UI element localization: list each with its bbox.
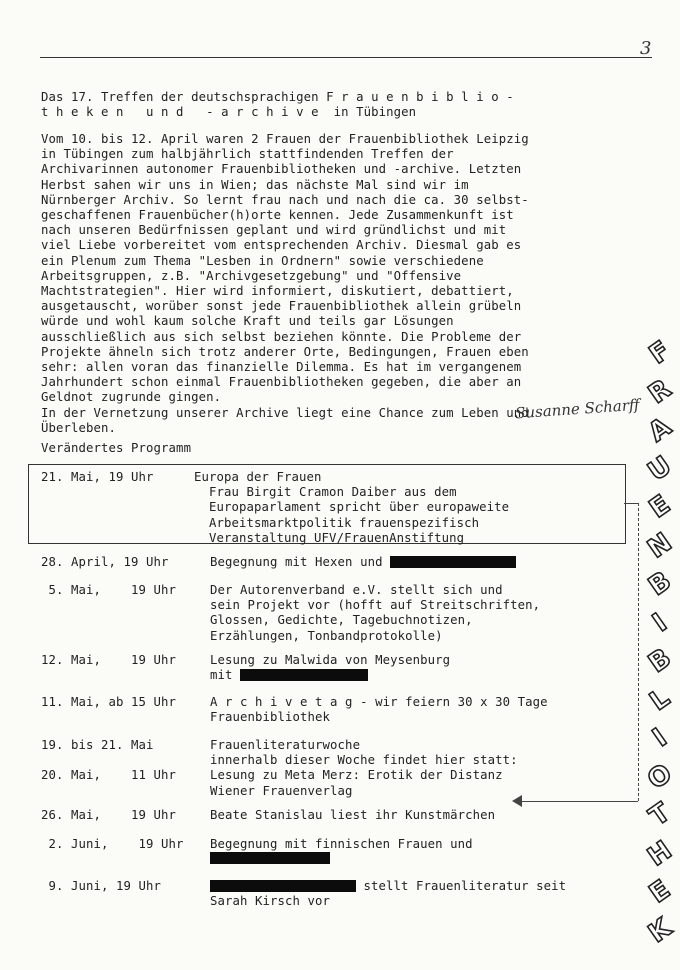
- vertical-letter: O: [642, 757, 678, 796]
- event-description: [210, 879, 566, 909]
- page-number: 3: [640, 38, 652, 59]
- vertical-letter: H: [642, 834, 678, 873]
- header-rule: [40, 57, 652, 58]
- event-text: Begegnung mit Hexen und: [210, 555, 391, 569]
- vertical-frauenbibliothek-lettering: [640, 335, 680, 958]
- vertical-letter: E: [644, 874, 676, 910]
- event-date: 11. Mai, ab 15 Uhr: [41, 695, 177, 709]
- arrow-connector-top: [624, 503, 638, 504]
- event-description: A r c h i v e t a g - wir feiern 30 x 30 Tage Frauenbibliothek: [210, 695, 548, 725]
- vertical-letter: U: [642, 450, 678, 487]
- event-date: 26. Mai, 19 Uhr: [41, 808, 177, 822]
- vertical-letter: K: [643, 912, 677, 949]
- vertical-letter: E: [644, 489, 676, 525]
- event-description: Begegnung mit finnischen Frauen und: [210, 837, 473, 851]
- event-description: Frauenliteraturwoche innerhalb dieser Woche findet hier statt: Lesung zu Meta Merz: Erotik der Distanz Wiener Frauenverlag: [210, 738, 518, 798]
- vertical-letter: N: [642, 526, 678, 565]
- event-description: [210, 653, 450, 683]
- redaction-bar: [210, 852, 330, 864]
- event-date: 21. Mai, 19 Uhr: [41, 470, 154, 484]
- arrow-head-icon: [512, 795, 522, 807]
- vertical-letter: F: [644, 335, 676, 371]
- event-description: [210, 555, 516, 570]
- event-date: 28. April, 19 Uhr: [41, 555, 169, 569]
- event-date: 9. Juni, 19 Uhr: [41, 879, 162, 893]
- redaction-bar: [210, 880, 356, 892]
- event-description: Der Autorenverband e.V. stellt sich und sein Projekt vor (hofft auf Streitschriften, Glossen, Gedichte, Tagebuchnotizen, Erzählungen, Tonbandprotokolle): [210, 583, 541, 643]
- event-date: 19. bis 21. Mai 20. Mai, 11 Uhr: [41, 738, 177, 783]
- event-text: stellt Frauenliteratur seit Sarah Kirsch vor: [210, 879, 567, 909]
- redaction-bar: [390, 556, 516, 568]
- author-signature: Susanne Scharff: [514, 395, 641, 423]
- event-description: Beate Stanislau liest ihr Kunstmärchen: [210, 808, 496, 822]
- vertical-letter: B: [643, 643, 677, 679]
- event-date: 12. Mai, 19 Uhr: [41, 653, 177, 667]
- arrow-connector-bottom: [518, 801, 638, 802]
- vertical-letter: I: [647, 722, 673, 754]
- event-text: Lesung zu Malwida von Meysenburg mit: [210, 653, 451, 683]
- article-title-line-1: Das 17. Treffen der deutschsprachigen F r a u e n b i b l i o -: [41, 90, 514, 104]
- redaction-bar: [240, 669, 368, 681]
- vertical-letter: B: [643, 566, 677, 602]
- vertical-letter: R: [643, 373, 677, 410]
- event-date: 5. Mai, 19 Uhr: [41, 583, 177, 597]
- article-title-line-2: t h e k e n u n d - a r c h i v e in Tübingen: [41, 105, 417, 119]
- vertical-letter: A: [643, 411, 677, 449]
- article-body: Vom 10. bis 12. April waren 2 Frauen der Frauenbibliothek Leipzig in Tübingen zum halbjährlich stattfindenden Treffen der Archivarinnen autonomer Frauenbibliotheken und -archive. Letzten Herbst sahen wir uns in Wien; das nächste Mal sind wir im Nürnberger Archiv. So lernt frau nach und nach die ca. 30 selbst- geschaffenen Frauenbücher(h)orte kennen. Jede Zusammenkunft ist nach unseren Bedürfnissen geplant und wird gründlichst und mit viel Liebe vorbereitet vom entsprechenden Archiv. Diesmal gab es ein Plenum zum Thema "Lesben in Ordnern" sowie verschiedene Arbeitsgruppen, z.B. "Archivgesetzgebung" und "Offensive Machtstrategien". Hier wird informiert, diskutiert, debattiert, ausgetauscht, worüber sonst jede Frauenbibliothek allein grübeln würde und wohl kaum solche Kraft und teils gar Lösungen ausschließlich aus sich selbst beziehen könnte. Die Probleme der Projekte ähneln sich trotz anderer Orte, Bedingungen, Frauen eben sehr: allen voran das finanzielle Dilemma. Es hat im vergangenem Jahrhundert schon einmal Frauenbibliotheken gegeben, die aber an Geldnot zugrunde gingen. In der Vernetzung unserer Archive liegt eine Chance zum Leben und Überleben.: [41, 132, 529, 435]
- vertical-letter: T: [644, 797, 676, 833]
- event-description: Europa der Frauen Frau Birgit Cramon Daiber aus dem Europaparlament spricht über europaweite Arbeitsmarktpolitik frauenspezifisch Veranstaltung UFV/FrauenAnstiftung: [194, 470, 510, 545]
- vertical-letter: I: [647, 607, 673, 638]
- vertical-letter: L: [644, 682, 676, 717]
- event-date: 2. Juni, 19 Uhr: [41, 837, 184, 851]
- program-heading: Verändertes Programm: [41, 441, 192, 455]
